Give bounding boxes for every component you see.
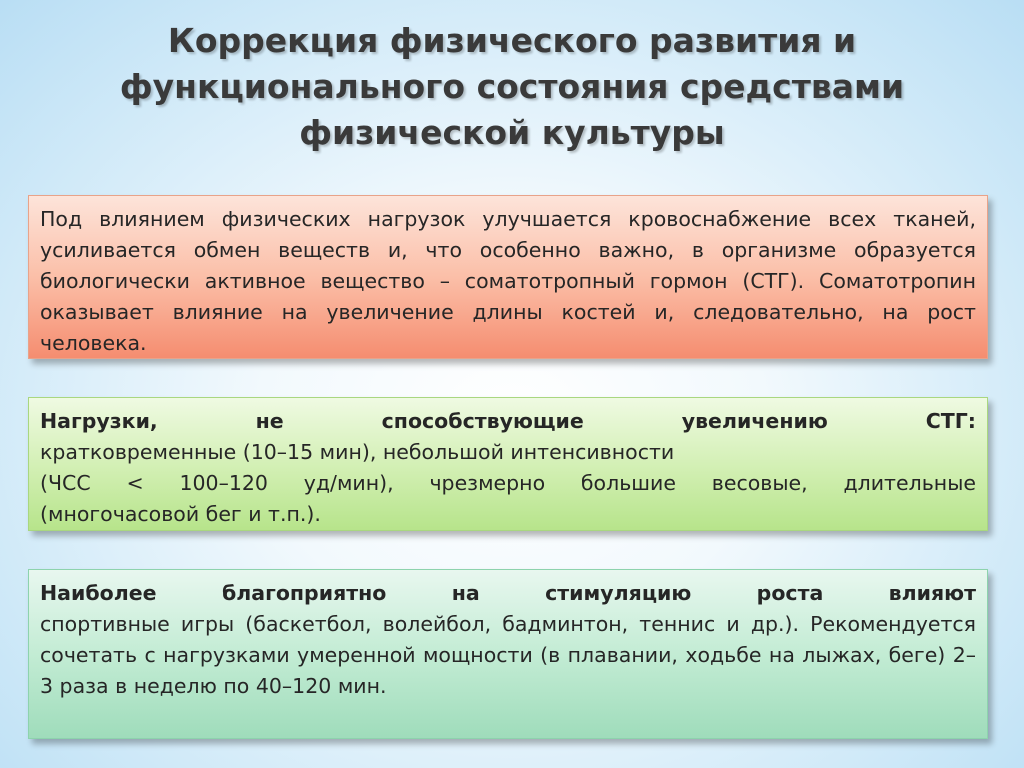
- growth-hormone-info-box: [28, 195, 988, 359]
- unfavorable-loads-line-1: кратковременные (10–15 мин), небольшой интенсивности: [40, 440, 675, 464]
- unfavorable-loads-box: [28, 397, 988, 531]
- unfavorable-loads-line-2: (ЧСС < 100–120 уд/мин), чрезмерно большие весовые, длительные: [40, 471, 976, 495]
- title-line-1: Коррекция физического развития и: [167, 21, 857, 60]
- title-line-3: физической культуры: [299, 113, 725, 152]
- unfavorable-loads-heading: Нагрузки, не способствующие увеличению СТГ:: [40, 409, 976, 433]
- favorable-activities-paragraph: спортивные игры (баскетбол, волейбол, бадминтон, теннис и др.). Рекомендуется сочетать с нагрузками умеренной мощности (в плавании, ходьбе на лыжах, беге) 2–3 раза в неделю по 40–120 мин.: [40, 612, 976, 698]
- unfavorable-loads-line-3: (многочасовой бег и т.п.).: [40, 502, 321, 526]
- favorable-activities-heading: Наиболее благоприятно на стимуляцию роста влияют: [40, 581, 976, 605]
- title-line-2: функционального состояния средствами: [119, 67, 905, 106]
- growth-hormone-paragraph: Под влиянием физических нагрузок улучшается кровоснабжение всех тканей, усиливается обмен веществ и, что особенно важно, в организме образуется биологически активное вещество – соматотропный гормон (СТГ). Соматотропин оказывает влияние на увеличение длины костей и, следовательно, на рост человека.: [40, 207, 976, 355]
- favorable-activities-box: [28, 569, 988, 739]
- slide-title: [20, 18, 1004, 156]
